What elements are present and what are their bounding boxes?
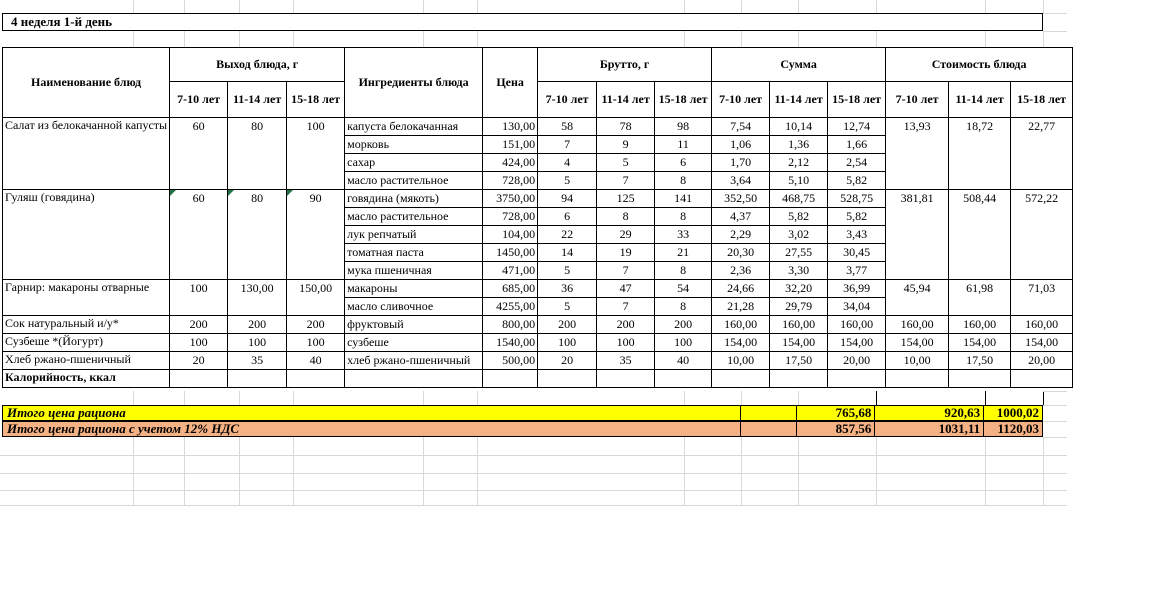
sum-cell[interactable]: 2,36 — [712, 262, 770, 280]
header-brutto-group[interactable]: Брутто, г — [538, 48, 712, 82]
brutto-cell[interactable]: 40 — [655, 352, 712, 370]
menu-table — [2, 47, 1073, 388]
header-brutto-age-15-18[interactable]: 15-18 лет — [655, 82, 712, 118]
output-value: 200 — [189, 317, 208, 331]
output-value: 100 — [189, 281, 208, 295]
dish-name-cell[interactable]: Гарнир: макароны отварные — [3, 280, 170, 316]
cost-cell[interactable]: 61,98 — [949, 280, 1011, 316]
gridline — [423, 391, 424, 405]
brutto-cell[interactable]: 47 — [597, 280, 655, 298]
gridline — [684, 437, 685, 505]
gridline — [1043, 391, 1067, 392]
gridline — [798, 391, 799, 405]
sum-cell[interactable]: 1,66 — [828, 136, 886, 154]
gridline — [798, 31, 799, 47]
sum-cell[interactable] — [712, 370, 770, 388]
brutto-cell[interactable]: 9 — [597, 136, 655, 154]
sum-cell[interactable]: 32,20 — [770, 280, 828, 298]
brutto-cell[interactable]: 141 — [655, 190, 712, 208]
gridline — [133, 391, 134, 405]
output-cell[interactable] — [170, 370, 228, 388]
cost-cell[interactable]: 154,00 — [949, 334, 1011, 352]
sum-cell[interactable]: 2,54 — [828, 154, 886, 172]
brutto-cell[interactable]: 200 — [538, 316, 597, 334]
sum-cell[interactable]: 3,64 — [712, 172, 770, 190]
error-flag-icon — [170, 190, 176, 196]
brutto-cell[interactable]: 21 — [655, 244, 712, 262]
totals-label[interactable]: Итого цена рациона с учетом 12% НДС — [3, 422, 741, 436]
output-value: 80 — [251, 191, 264, 205]
brutto-cell[interactable]: 7 — [597, 298, 655, 316]
ingredient-name-cell[interactable]: масло растительное — [345, 172, 483, 190]
cost-cell[interactable]: 45,94 — [886, 280, 949, 316]
output-cell[interactable] — [287, 316, 345, 334]
gridline — [798, 437, 799, 505]
header-cost-age-15-18[interactable]: 15-18 лет — [1011, 82, 1073, 118]
ingredient-name-cell[interactable]: сахар — [345, 154, 483, 172]
output-value: 35 — [251, 353, 264, 367]
sum-cell[interactable]: 5,82 — [828, 172, 886, 190]
gridline — [684, 0, 685, 13]
gridline — [1043, 31, 1044, 47]
brutto-cell[interactable]: 58 — [538, 118, 597, 136]
sum-cell[interactable]: 160,00 — [828, 316, 886, 334]
header-sum-age-15-18[interactable]: 15-18 лет — [828, 82, 886, 118]
sum-cell[interactable]: 5,82 — [770, 208, 828, 226]
output-value: 100 — [189, 335, 208, 349]
brutto-cell[interactable]: 7 — [538, 136, 597, 154]
ingredient-name-cell[interactable]: макароны — [345, 280, 483, 298]
totals-value-cell[interactable]: 920,63 — [875, 406, 984, 420]
brutto-cell[interactable]: 5 — [538, 262, 597, 280]
gridline — [985, 31, 986, 47]
dish-name-cell[interactable]: Гуляш (говядина) — [3, 190, 170, 280]
totals-value-cell[interactable]: 857,56 — [797, 422, 875, 436]
sum-cell[interactable]: 12,74 — [828, 118, 886, 136]
sum-cell[interactable]: 10,00 — [712, 352, 770, 370]
output-cell[interactable] — [170, 280, 228, 316]
brutto-cell[interactable]: 36 — [538, 280, 597, 298]
gridline — [1043, 31, 1067, 32]
error-flag-icon — [228, 190, 234, 196]
output-cell[interactable] — [228, 352, 287, 370]
brutto-cell[interactable]: 125 — [597, 190, 655, 208]
output-cell[interactable] — [287, 334, 345, 352]
gridline — [741, 0, 742, 13]
brutto-cell[interactable]: 22 — [538, 226, 597, 244]
price-cell[interactable]: 800,00 — [483, 316, 538, 334]
brutto-cell[interactable]: 100 — [597, 334, 655, 352]
gridline — [741, 437, 742, 505]
sum-cell[interactable]: 160,00 — [712, 316, 770, 334]
gridline — [133, 31, 134, 47]
cost-cell[interactable]: 10,00 — [886, 352, 949, 370]
output-value: 100 — [306, 335, 325, 349]
ingredient-name-cell[interactable]: томатная паста — [345, 244, 483, 262]
ingredient-name-cell[interactable] — [345, 370, 483, 388]
gridline — [184, 0, 185, 13]
header-sum-age-7-10[interactable]: 7-10 лет — [712, 82, 770, 118]
header-cost-age-11-14[interactable]: 11-14 лет — [949, 82, 1011, 118]
sum-cell[interactable]: 36,99 — [828, 280, 886, 298]
header-cost-age-7-10[interactable]: 7-10 лет — [886, 82, 949, 118]
gridline — [423, 0, 424, 13]
sum-cell[interactable]: 352,50 — [712, 190, 770, 208]
gridline — [798, 0, 799, 13]
sum-cell[interactable]: 24,66 — [712, 280, 770, 298]
totals-empty-cell[interactable] — [741, 406, 798, 420]
cost-cell[interactable]: 17,50 — [949, 352, 1011, 370]
header-sum-group[interactable]: Сумма — [712, 48, 886, 82]
sum-cell[interactable]: 20,00 — [828, 352, 886, 370]
output-value: 60 — [192, 191, 205, 205]
gridline — [293, 31, 294, 47]
gridline — [0, 505, 1067, 506]
gridline — [239, 31, 240, 47]
output-value: 100 — [248, 335, 267, 349]
gridline — [239, 0, 240, 13]
brutto-cell[interactable]: 100 — [538, 334, 597, 352]
totals-value-cell[interactable]: 1031,11 — [875, 422, 984, 436]
dish-name-cell[interactable]: Сок натуральный и/у* — [3, 316, 170, 334]
border-stub — [876, 391, 877, 405]
gridline — [876, 0, 877, 13]
price-cell[interactable] — [483, 370, 538, 388]
ingredient-name-cell[interactable]: хлеб ржано-пшеничный — [345, 352, 483, 370]
header-output-age-11-14[interactable]: 11-14 лет — [228, 82, 287, 118]
gridline — [985, 437, 986, 505]
gridline — [985, 0, 986, 13]
sum-cell[interactable]: 2,12 — [770, 154, 828, 172]
brutto-cell[interactable]: 200 — [597, 316, 655, 334]
output-value: 100 — [306, 119, 325, 133]
brutto-cell[interactable]: 7 — [597, 262, 655, 280]
gridline — [133, 0, 134, 13]
gridline — [477, 391, 478, 405]
table-row — [3, 280, 1073, 298]
brutto-cell[interactable]: 94 — [538, 190, 597, 208]
cost-cell[interactable]: 160,00 — [1011, 316, 1073, 334]
sum-cell[interactable]: 2,29 — [712, 226, 770, 244]
price-cell[interactable]: 151,00 — [483, 136, 538, 154]
cost-cell[interactable]: 154,00 — [1011, 334, 1073, 352]
cost-cell[interactable]: 13,93 — [886, 118, 949, 190]
dish-name-cell[interactable]: Сузбеше *(Йогурт) — [3, 334, 170, 352]
gridline — [1043, 13, 1067, 14]
cost-cell[interactable]: 572,22 — [1011, 190, 1073, 280]
gridline — [1043, 0, 1044, 13]
output-cell[interactable] — [170, 316, 228, 334]
brutto-cell[interactable] — [597, 370, 655, 388]
sum-cell[interactable]: 3,77 — [828, 262, 886, 280]
header-price[interactable]: Цена — [483, 48, 538, 118]
cost-cell[interactable]: 22,77 — [1011, 118, 1073, 190]
price-cell[interactable]: 500,00 — [483, 352, 538, 370]
price-cell[interactable]: 130,00 — [483, 118, 538, 136]
brutto-cell[interactable]: 6 — [655, 154, 712, 172]
ingredient-name-cell[interactable]: масло растительное — [345, 208, 483, 226]
cost-cell[interactable]: 18,72 — [949, 118, 1011, 190]
output-value: 40 — [309, 353, 322, 367]
gridline — [1043, 405, 1067, 406]
cost-cell[interactable]: 71,03 — [1011, 280, 1073, 316]
sum-cell[interactable]: 1,06 — [712, 136, 770, 154]
output-cell[interactable] — [170, 352, 228, 370]
brutto-cell[interactable]: 6 — [538, 208, 597, 226]
sum-cell[interactable]: 29,79 — [770, 298, 828, 316]
sum-cell[interactable]: 468,75 — [770, 190, 828, 208]
gridline — [184, 437, 185, 505]
dish-name-cell[interactable]: Калорийность, ккал — [3, 370, 170, 388]
gridline — [477, 31, 478, 47]
brutto-cell[interactable]: 5 — [538, 172, 597, 190]
output-cell[interactable] — [287, 190, 345, 280]
gridline — [0, 490, 1067, 491]
header-ingredients[interactable]: Ингредиенты блюда — [345, 48, 483, 118]
gridline — [876, 31, 877, 47]
cost-cell[interactable]: 160,00 — [886, 316, 949, 334]
sum-cell[interactable]: 3,43 — [828, 226, 886, 244]
output-cell[interactable] — [228, 316, 287, 334]
price-cell[interactable]: 728,00 — [483, 208, 538, 226]
brutto-cell[interactable]: 14 — [538, 244, 597, 262]
brutto-cell[interactable]: 29 — [597, 226, 655, 244]
output-value: 60 — [192, 119, 205, 133]
brutto-cell[interactable]: 4 — [538, 154, 597, 172]
output-value: 130,00 — [240, 281, 274, 295]
gridline — [741, 31, 742, 47]
cost-cell[interactable]: 508,44 — [949, 190, 1011, 280]
sum-cell[interactable]: 17,50 — [770, 352, 828, 370]
table-row — [3, 316, 1073, 334]
table-row — [3, 190, 1073, 208]
sum-cell[interactable]: 7,54 — [712, 118, 770, 136]
brutto-cell[interactable]: 20 — [538, 352, 597, 370]
brutto-cell[interactable]: 8 — [655, 262, 712, 280]
gridline — [0, 473, 1067, 474]
sum-cell[interactable]: 1,70 — [712, 154, 770, 172]
brutto-cell[interactable]: 54 — [655, 280, 712, 298]
gridline — [0, 455, 1067, 456]
gridline — [184, 391, 185, 405]
border-stub — [1043, 391, 1044, 405]
header-brutto-age-11-14[interactable]: 11-14 лет — [597, 82, 655, 118]
header-brutto-age-7-10[interactable]: 7-10 лет — [538, 82, 597, 118]
header-sum-age-11-14[interactable]: 11-14 лет — [770, 82, 828, 118]
output-cell[interactable] — [170, 190, 228, 280]
cost-cell[interactable] — [886, 370, 949, 388]
sum-cell[interactable]: 5,82 — [828, 208, 886, 226]
gridline — [239, 437, 240, 505]
sum-cell[interactable]: 154,00 — [712, 334, 770, 352]
gridline — [876, 437, 877, 505]
ingredient-name-cell[interactable]: капуста белокачанная — [345, 118, 483, 136]
totals-value-cell[interactable]: 1120,03 — [997, 421, 1039, 436]
sum-cell[interactable]: 3,02 — [770, 226, 828, 244]
gridline — [1043, 437, 1067, 438]
cost-cell[interactable] — [949, 370, 1011, 388]
sum-cell[interactable]: 160,00 — [770, 316, 828, 334]
gridline — [477, 0, 478, 13]
brutto-cell[interactable]: 33 — [655, 226, 712, 244]
sum-cell[interactable]: 154,00 — [770, 334, 828, 352]
sum-cell[interactable] — [770, 370, 828, 388]
gridline — [293, 437, 294, 505]
ingredient-name-cell[interactable]: говядина (мякоть) — [345, 190, 483, 208]
totals-empty-cell[interactable] — [741, 422, 798, 436]
brutto-cell[interactable]: 8 — [655, 172, 712, 190]
gridline — [477, 437, 478, 505]
output-cell[interactable] — [287, 352, 345, 370]
cost-cell[interactable]: 160,00 — [949, 316, 1011, 334]
output-value: 200 — [306, 317, 325, 331]
header-output-group[interactable]: Выход блюда, г — [170, 48, 345, 82]
table-row — [3, 334, 1073, 352]
ingredient-name-cell[interactable]: масло сливочное — [345, 298, 483, 316]
brutto-cell[interactable]: 98 — [655, 118, 712, 136]
sum-cell[interactable]: 10,14 — [770, 118, 828, 136]
cost-cell[interactable]: 20,00 — [1011, 352, 1073, 370]
output-cell[interactable] — [228, 370, 287, 388]
sum-cell[interactable]: 1,36 — [770, 136, 828, 154]
gridline — [684, 391, 685, 405]
gridline — [239, 391, 240, 405]
ingredient-name-cell[interactable]: фруктовый — [345, 316, 483, 334]
output-value: 20 — [192, 353, 205, 367]
output-value: 150,00 — [299, 281, 333, 295]
output-value: 90 — [309, 191, 322, 205]
sum-cell[interactable]: 30,45 — [828, 244, 886, 262]
brutto-cell[interactable]: 100 — [655, 334, 712, 352]
brutto-cell[interactable]: 19 — [597, 244, 655, 262]
ingredient-name-cell[interactable]: мука пшеничная — [345, 262, 483, 280]
gridline — [1043, 437, 1044, 505]
totals-row — [2, 421, 1043, 437]
output-cell[interactable] — [287, 370, 345, 388]
sheet-title-cell[interactable] — [2, 13, 1043, 31]
cost-cell[interactable]: 381,81 — [886, 190, 949, 280]
gridline — [293, 0, 294, 13]
totals-row — [2, 405, 1043, 421]
brutto-cell[interactable]: 7 — [597, 172, 655, 190]
gridline — [423, 437, 424, 505]
cost-cell[interactable] — [1011, 370, 1073, 388]
brutto-cell[interactable]: 11 — [655, 136, 712, 154]
sum-cell[interactable]: 21,28 — [712, 298, 770, 316]
price-cell[interactable]: 3750,00 — [483, 190, 538, 208]
output-cell[interactable] — [170, 334, 228, 352]
table-row — [3, 118, 1073, 136]
gridline — [184, 31, 185, 47]
output-cell[interactable] — [170, 118, 228, 190]
brutto-cell[interactable]: 35 — [597, 352, 655, 370]
gridline — [1043, 421, 1067, 422]
sum-cell[interactable]: 154,00 — [828, 334, 886, 352]
totals-label[interactable]: Итого цена рациона — [3, 406, 741, 420]
gridline — [133, 437, 134, 505]
brutto-cell[interactable]: 5 — [597, 154, 655, 172]
output-value: 200 — [248, 317, 267, 331]
price-cell[interactable]: 424,00 — [483, 154, 538, 172]
output-value: 80 — [251, 119, 264, 133]
dish-name-cell[interactable]: Салат из белокачанной капусты — [3, 118, 170, 190]
output-cell[interactable] — [228, 334, 287, 352]
gridline — [293, 391, 294, 405]
totals-value-cell[interactable]: 1000,02 — [996, 405, 1039, 420]
dish-name-cell[interactable]: Хлеб ржано-пшеничный — [3, 352, 170, 370]
price-cell[interactable]: 1450,00 — [483, 244, 538, 262]
error-flag-icon — [287, 190, 293, 196]
price-cell[interactable]: 104,00 — [483, 226, 538, 244]
sum-cell[interactable]: 5,10 — [770, 172, 828, 190]
ingredient-name-cell[interactable]: морковь — [345, 136, 483, 154]
sum-cell[interactable]: 4,37 — [712, 208, 770, 226]
header-output-age-7-10[interactable]: 7-10 лет — [170, 82, 228, 118]
brutto-cell[interactable]: 5 — [538, 298, 597, 316]
totals-value-cell[interactable]: 765,68 — [797, 406, 875, 420]
ingredient-name-cell[interactable]: сузбеше — [345, 334, 483, 352]
header-dish-name[interactable]: Наименование блюд — [3, 48, 170, 118]
gridline — [741, 391, 742, 405]
price-cell[interactable]: 685,00 — [483, 280, 538, 298]
output-cell[interactable] — [287, 118, 345, 190]
table-row — [3, 370, 1073, 388]
sum-cell[interactable]: 20,30 — [712, 244, 770, 262]
price-cell[interactable]: 4255,00 — [483, 298, 538, 316]
gridline — [423, 31, 424, 47]
cost-cell[interactable]: 154,00 — [886, 334, 949, 352]
brutto-cell[interactable]: 78 — [597, 118, 655, 136]
sum-cell[interactable]: 27,55 — [770, 244, 828, 262]
sheet-title: 4 неделя 1-й день — [11, 14, 113, 29]
output-cell[interactable] — [228, 118, 287, 190]
brutto-cell[interactable]: 200 — [655, 316, 712, 334]
table-row — [3, 352, 1073, 370]
sum-cell[interactable]: 528,75 — [828, 190, 886, 208]
header-output-age-15-18[interactable]: 15-18 лет — [287, 82, 345, 118]
gridline — [684, 31, 685, 47]
brutto-cell[interactable] — [655, 370, 712, 388]
sum-cell[interactable]: 3,30 — [770, 262, 828, 280]
price-cell[interactable]: 1540,00 — [483, 334, 538, 352]
sum-cell[interactable]: 34,04 — [828, 298, 886, 316]
brutto-cell[interactable]: 8 — [655, 208, 712, 226]
price-cell[interactable]: 471,00 — [483, 262, 538, 280]
header-cost-group[interactable]: Стоимость блюда — [886, 48, 1073, 82]
border-stub — [985, 391, 986, 405]
output-cell[interactable] — [228, 190, 287, 280]
output-cell[interactable] — [287, 280, 345, 316]
brutto-cell[interactable]: 8 — [655, 298, 712, 316]
brutto-cell[interactable]: 8 — [597, 208, 655, 226]
price-cell[interactable]: 728,00 — [483, 172, 538, 190]
output-cell[interactable] — [228, 280, 287, 316]
sum-cell[interactable] — [828, 370, 886, 388]
brutto-cell[interactable] — [538, 370, 597, 388]
ingredient-name-cell[interactable]: лук репчатый — [345, 226, 483, 244]
